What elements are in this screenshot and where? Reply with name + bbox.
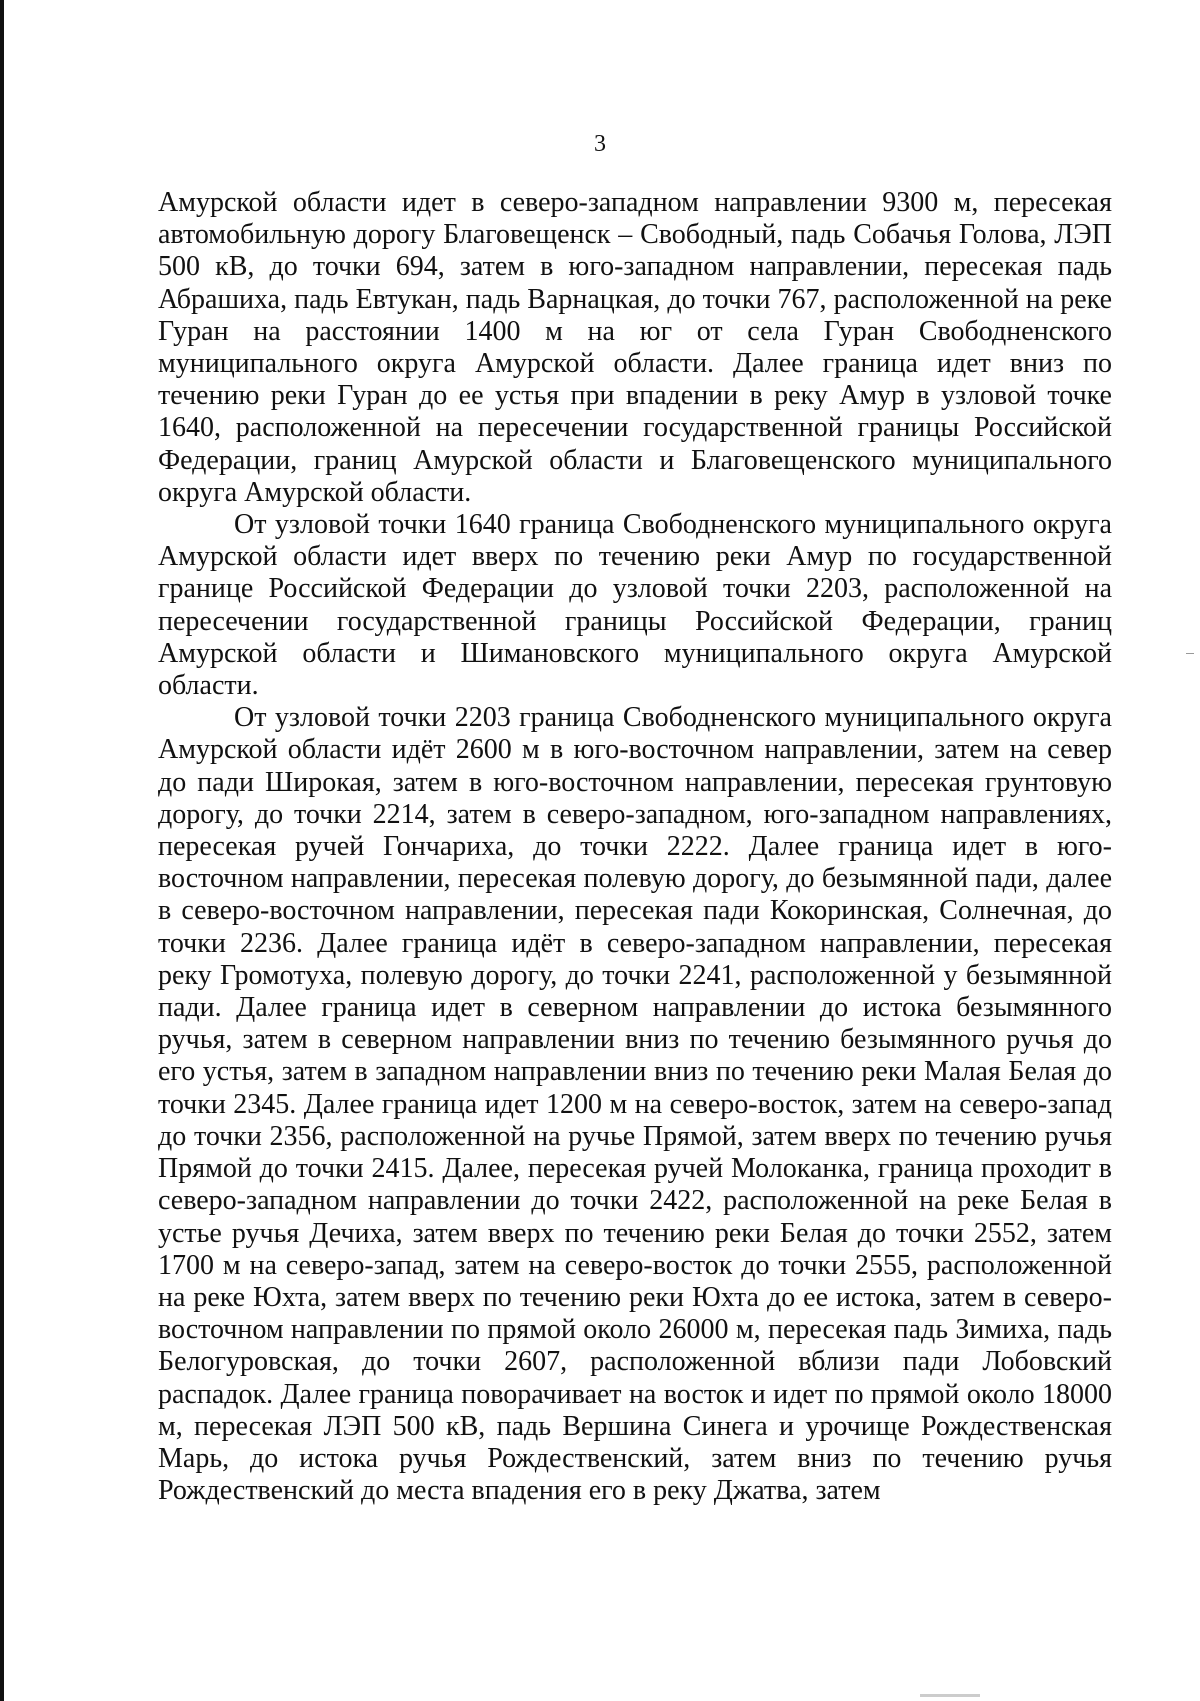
paragraph-1: Амурской области идет в северо-западном направлении 9300 м, пересекая автомобильную дорогу Благовещенск – Свободный, падь Собачья Голова, ЛЭП 500 кВ, до точки 694, затем в юго-западном направлении, пересекая падь Абрашиха, падь Евтукан, падь Варнацкая, до точки 767, расположенной на реке Гуран на расстоянии 1400 м на юг от села Гуран Свободненского муниципального округа Амурской области. Далее граница идет вниз по течению реки Гуран до ее устья при впадении в реку Амур в узловой точке 1640, расположенной на пересечении государственной границы Российской Федерации, границ Амурской области и Благовещенского муниципального округа Амурской области. <box>158 187 1112 508</box>
page-number: 3 <box>594 131 606 157</box>
scan-left-edge <box>0 0 4 1701</box>
scan-mark <box>1186 653 1194 654</box>
paragraph-2: От узловой точки 1640 граница Свободненского муниципального округа Амурской области идет вверх по течению реки Амур по государственной границе Российской Федерации до узловой точки 2203, расположенной на пересечении государственной границы Российской Федерации, границ Амурской области и Шимановского муниципального округа Амурской области. <box>158 509 1112 702</box>
scan-bottom-mark <box>920 1694 980 1697</box>
document-body <box>158 187 1112 1507</box>
paragraph-3: От узловой точки 2203 граница Свободненского муниципального округа Амурской области идёт 2600 м в юго-восточном направлении, затем на север до пади Широкая, затем в юго-восточном направлении, пересекая грунтовую дорогу, до точки 2214, затем в северо-западном, юго-западном направлениях, пересекая ручей Гончариха, до точки 2222. Далее граница идет в юго-восточном направлении, пересекая полевую дорогу, до безымянной пади, далее в северо-восточном направлении, пересекая пади Кокоринская, Солнечная, до точки 2236. Далее граница идёт в северо-западном направлении, пересекая реку Громотуха, полевую дорогу, до точки 2241, расположенной у безымянной пади. Далее граница идет в северном направлении до истока безымянного ручья, затем в северном направлении вниз по течению безымянного ручья до его устья, затем в западном направлении вниз по течению реки Малая Белая до точки 2345. Далее граница идет 1200 м на северо-восток, затем на северо-запад до точки 2356, расположенной на ручье Прямой, затем вверх по течению ручья Прямой до точки 2415. Далее, пересекая ручей Молоканка, граница проходит в северо-западном направлении до точки 2422, расположенной на реке Белая в устье ручья Дечиха, затем вверх по течению реки Белая до точки 2552, затем 1700 м на северо-запад, затем на северо-восток до точки 2555, расположенной на реке Юхта, затем вверх по течению реки Юхта до ее истока, затем в северо-восточном направлении по прямой около 26000 м, пересекая падь Зимиха, падь Белогуровская, до точки 2607, расположенной вблизи пади Лобовский распадок. Далее граница поворачивает на восток и идет по прямой около 18000 м, пересекая ЛЭП 500 кВ, падь Вершина Синега и урочище Рождественская Марь, до истока ручья Рождественский, затем вниз по течению ручья Рождественский до места впадения его в реку Джатва, затем <box>158 702 1112 1507</box>
